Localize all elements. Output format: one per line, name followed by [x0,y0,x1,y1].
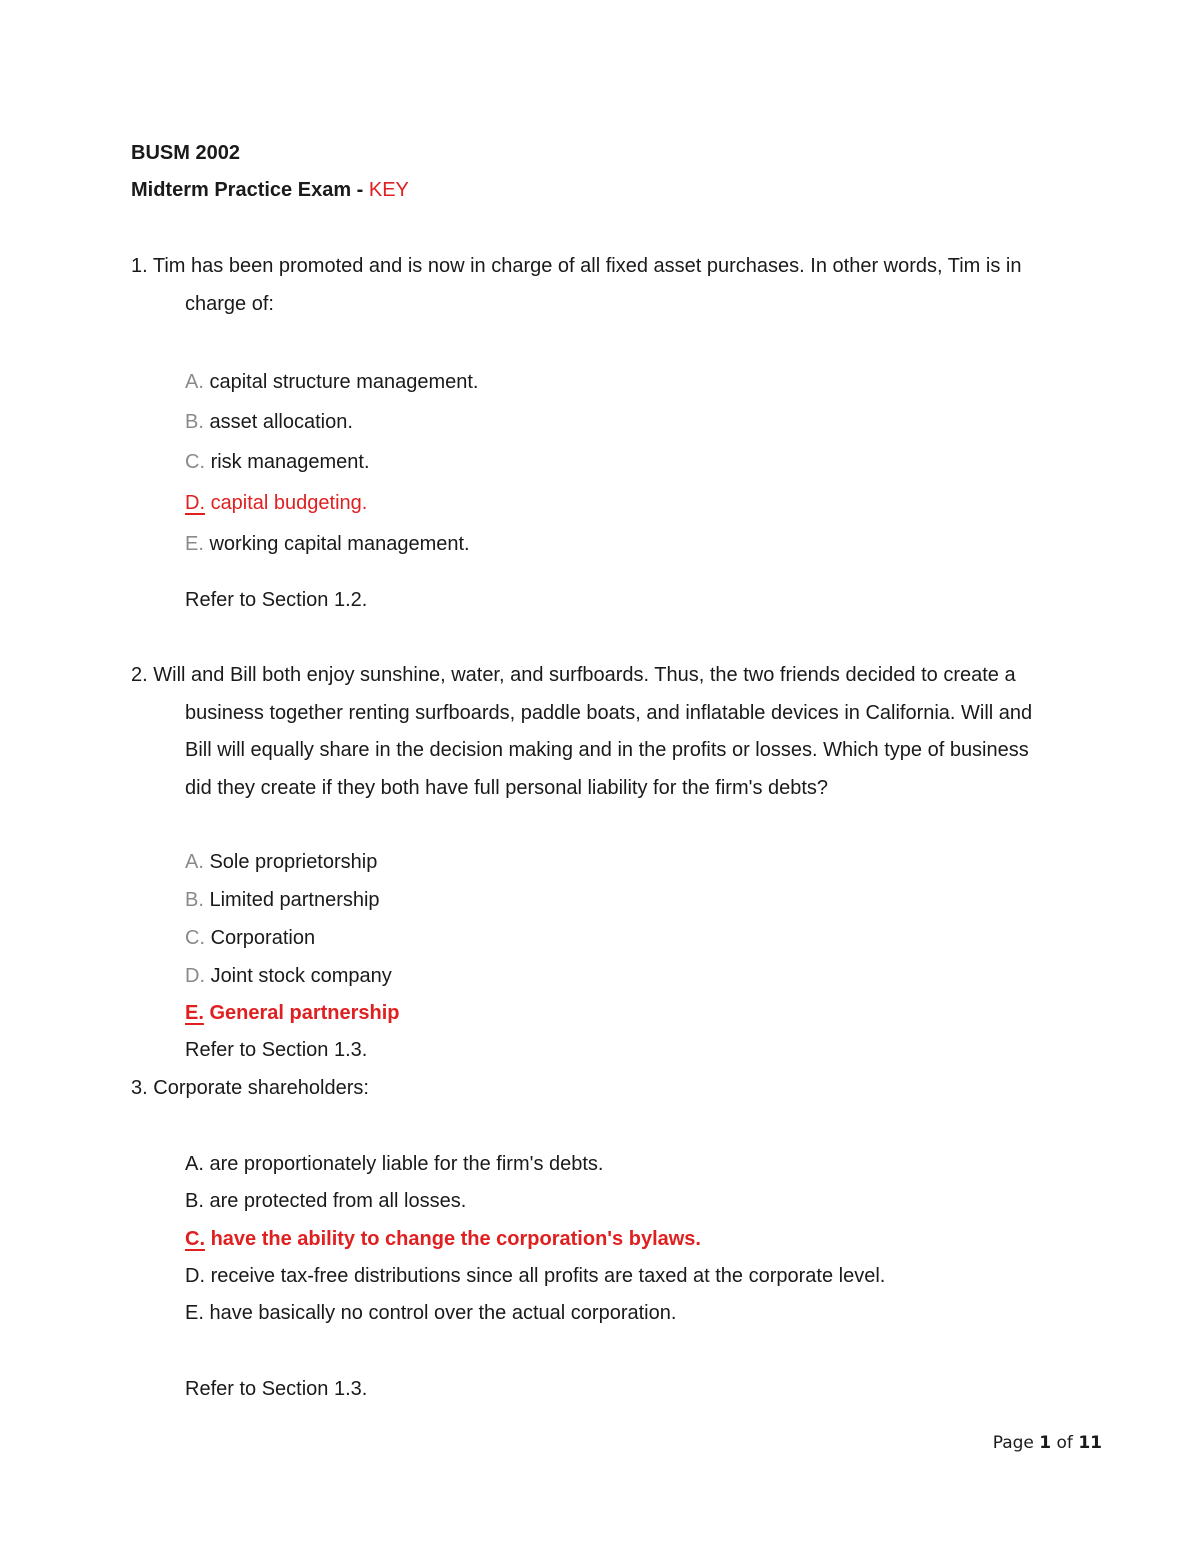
option-letter: A. [185,1153,204,1175]
page-total: 11 [1078,1433,1102,1453]
option-text: Sole proprietorship [209,851,378,873]
option-text: Limited partnership [209,889,380,911]
option-letter: E. [185,533,204,555]
option-letter: C. [185,451,205,473]
option-c [185,450,370,474]
option-b [185,888,380,912]
option-letter: D. [185,1265,205,1287]
option-c-correct [185,1227,701,1251]
option-letter: B. [185,411,204,433]
option-text: are proportionately liable for the firm's debts. [209,1153,604,1175]
option-letter: E. [185,1002,204,1024]
option-text: are protected from all losses. [209,1190,467,1212]
option-letter: A. [185,371,204,393]
exam-title-key: KEY [368,179,409,201]
option-text: asset allocation. [209,411,353,433]
option-text: Corporation [210,927,316,949]
question-number: 1. [131,255,148,277]
question-text-cont: business together renting surfboards, paddle boats, and inflatable devices in California. Will and [185,702,1033,724]
option-text: receive tax-free distributions since all profits are taxed at the corporate level. [210,1265,886,1287]
option-letter: C. [185,1228,205,1250]
course-code: BUSM 2002 [131,142,240,164]
question-text-cont: did they create if they both have full personal liability for the firm's debts? [185,777,829,799]
option-text: working capital management. [209,533,470,555]
question-number: 2. [131,664,148,686]
question-text: Corporate shareholders: [153,1077,369,1099]
option-a [185,850,377,874]
section-reference: Refer to Section 1.3. [185,1039,368,1061]
page-word: Page [992,1433,1034,1453]
option-d-correct [185,491,367,515]
question-text-cont: Bill will equally share in the decision making and in the profits or losses. Which type of business [185,739,1029,761]
option-letter: E. [185,1302,204,1324]
option-e [185,1301,676,1325]
option-text: Joint stock company [210,965,392,987]
option-letter: A. [185,851,204,873]
page-number [993,1433,1102,1453]
section-reference: Refer to Section 1.2. [185,589,368,611]
option-letter: B. [185,1190,204,1212]
option-letter: C. [185,927,205,949]
option-text: capital structure management. [209,371,479,393]
option-text: capital budgeting. [210,492,368,514]
page-current: 1 [1039,1433,1052,1453]
option-text: risk management. [210,451,370,473]
option-text: have the ability to change the corporation's bylaws. [210,1228,701,1250]
option-b [185,410,353,434]
option-a [185,1152,603,1176]
option-c [185,926,315,950]
of-word: of [1056,1433,1073,1453]
option-letter: B. [185,889,204,911]
exam-title [131,178,409,202]
option-b [185,1189,466,1213]
option-text: General partnership [209,1002,400,1024]
question-text-cont: charge of: [185,293,274,315]
option-letter: D. [185,492,205,514]
question-text: Will and Bill both enjoy sunshine, water, and surfboards. Thus, the two friends decided to create a [153,664,1016,686]
option-d [185,1264,885,1288]
question-number: 3. [131,1077,148,1099]
option-letter: D. [185,965,205,987]
question-3 [131,1076,369,1100]
question-2 [131,663,1016,687]
option-text: have basically no control over the actual corporation. [209,1302,677,1324]
section-reference: Refer to Section 1.3. [185,1378,368,1400]
option-d [185,964,392,988]
exam-title-prefix: Midterm Practice Exam - [131,179,369,201]
question-1 [131,254,1021,278]
question-text: Tim has been promoted and is now in charge of all fixed asset purchases. In other words, Tim is in [152,255,1022,277]
option-e-correct [185,1001,400,1025]
option-a [185,370,479,394]
option-e [185,532,470,556]
